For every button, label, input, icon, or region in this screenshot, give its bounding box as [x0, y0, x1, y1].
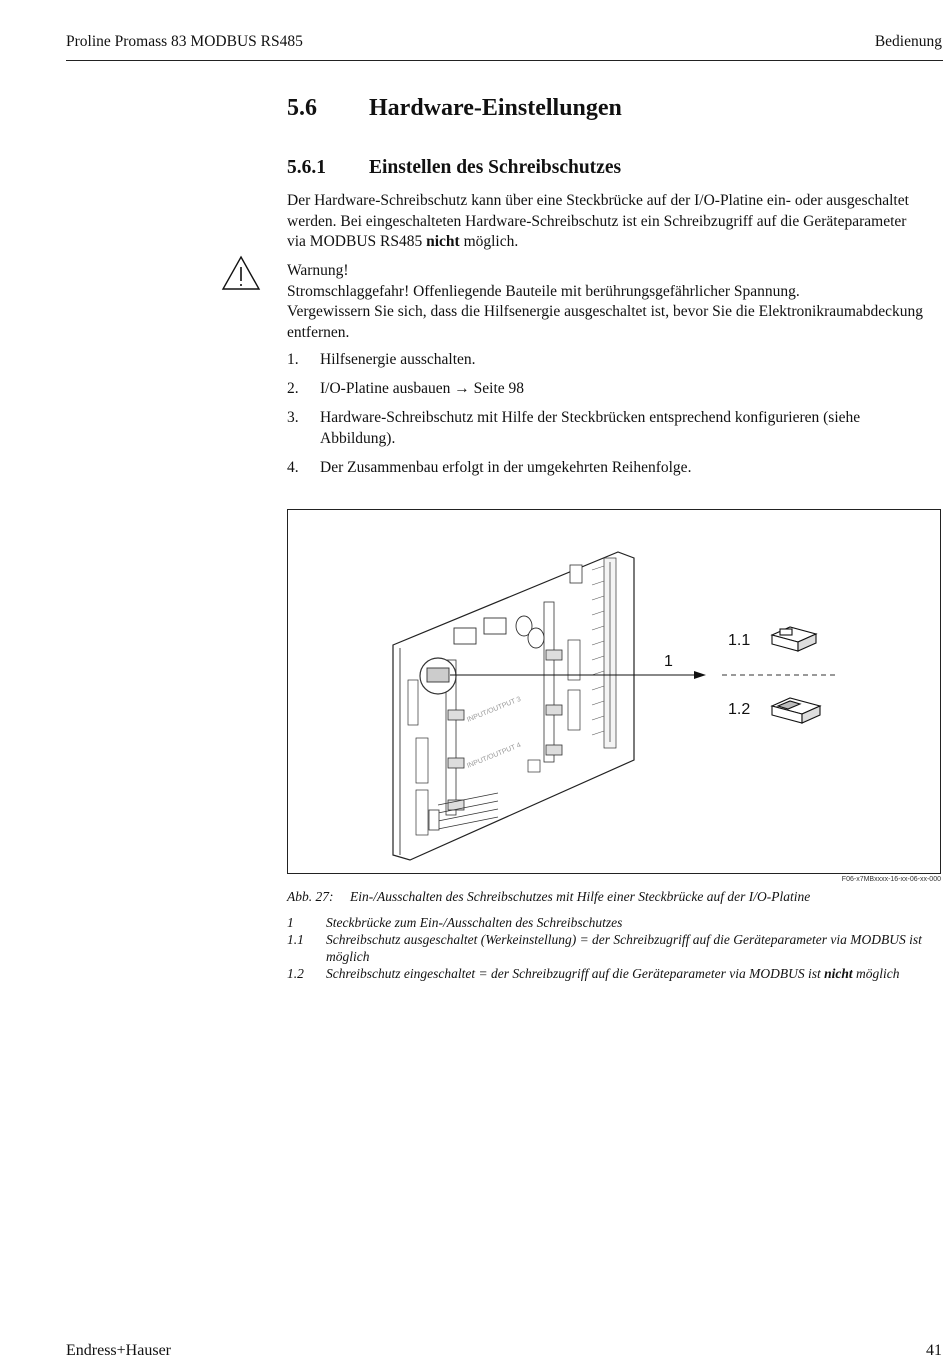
list-item: 2. I/O-Platine ausbauen → Seite 98: [287, 380, 525, 397]
list-item: 4. Der Zusammenbau erfolgt in der umgekehrten Reihenfolge.: [287, 458, 692, 476]
intro-paragraph: [287, 191, 927, 253]
header-section: Bedienung: [874, 33, 942, 50]
figure-label-1: 1: [664, 653, 673, 670]
board-label-io4: INPUT/OUTPUT 4: [466, 741, 523, 770]
io-board-drawing: [288, 510, 942, 875]
warning-title: Warnung!: [287, 262, 349, 279]
list-item: 3. Hardware-Schreibschutz mit Hilfe der Steckbrücken entsprechend konfigurieren (siehe Abbildung).: [287, 409, 861, 447]
list-item: 1.1 Schreibschutz ausgeschaltet (Werkeinstellung) = der Schreibzugriff auf die Geräteparameter via MODBUS ist möglich: [287, 932, 922, 964]
intro-bold: nicht: [426, 233, 460, 250]
caption-text: Ein-/Ausschalten des Schreibschutzes mit Hilfe einer Steckbrücke auf der I/O-Platine: [350, 889, 811, 904]
header-rule: [66, 60, 943, 61]
list-item: 1. Hilfsenergie ausschalten.: [287, 351, 476, 368]
figure-label-1-1: 1.1: [728, 632, 751, 649]
list-item: 1 Steckbrücke zum Ein-/Ausschalten des Schreibschutzes: [287, 915, 623, 930]
intro-text-end: möglich.: [459, 233, 519, 250]
section-heading: [287, 95, 622, 122]
intro-text: Der Hardware-Schreibschutz kann über eine Steckbrücke auf der I/O-Platine ein- oder ausgeschaltet werden. Bei eingeschalteten Hardware-Schreibschutz ist ein Schreibzugriff auf die Geräteparameter via MODBUS RS485: [287, 192, 909, 250]
jumper-closed-icon: [772, 698, 820, 723]
section-number: 5.6: [287, 95, 317, 121]
figure-caption: [287, 889, 810, 905]
figure-code: F06-x7MBxxxx-16-xx-06-xx-000: [841, 876, 941, 883]
jumper-open-icon: [772, 627, 816, 651]
board-label-io3: INPUT/OUTPUT 3: [466, 695, 523, 724]
header-title: Proline Promass 83 MODBUS RS485: [66, 33, 303, 50]
warning-line-1: Stromschlaggefahr! Offenliegende Bauteile mit berührungsgefährlicher Spannung.: [287, 282, 800, 300]
caption-label: Abb. 27:: [287, 889, 334, 904]
subsection-number: 5.6.1: [287, 157, 326, 178]
figure-io-board: [287, 509, 941, 874]
warning-line-2: Vergewissern Sie sich, dass die Hilfsenergie ausgeschaltet ist, bevor Sie die Elektronikraumabdeckung entfernen.: [287, 303, 924, 341]
warning-triangle-icon: [221, 255, 261, 291]
subsection-heading: [287, 157, 621, 179]
figure-legend: [287, 914, 937, 982]
steps-list: [287, 350, 887, 487]
section-title: Hardware-Einstellungen: [369, 95, 622, 121]
warning-block: [287, 261, 927, 343]
subsection-title: Einstellen des Schreibschutzes: [369, 157, 622, 178]
footer-brand: Endress+Hauser: [66, 1342, 171, 1359]
list-item: 1.2 Schreibschutz eingeschaltet = der Schreibzugriff auf die Geräteparameter via MODBUS ist nicht möglich: [287, 966, 900, 981]
page-number: 41: [926, 1342, 942, 1359]
arrow-head-icon: [694, 671, 706, 679]
figure-label-1-2: 1.2: [728, 701, 751, 718]
